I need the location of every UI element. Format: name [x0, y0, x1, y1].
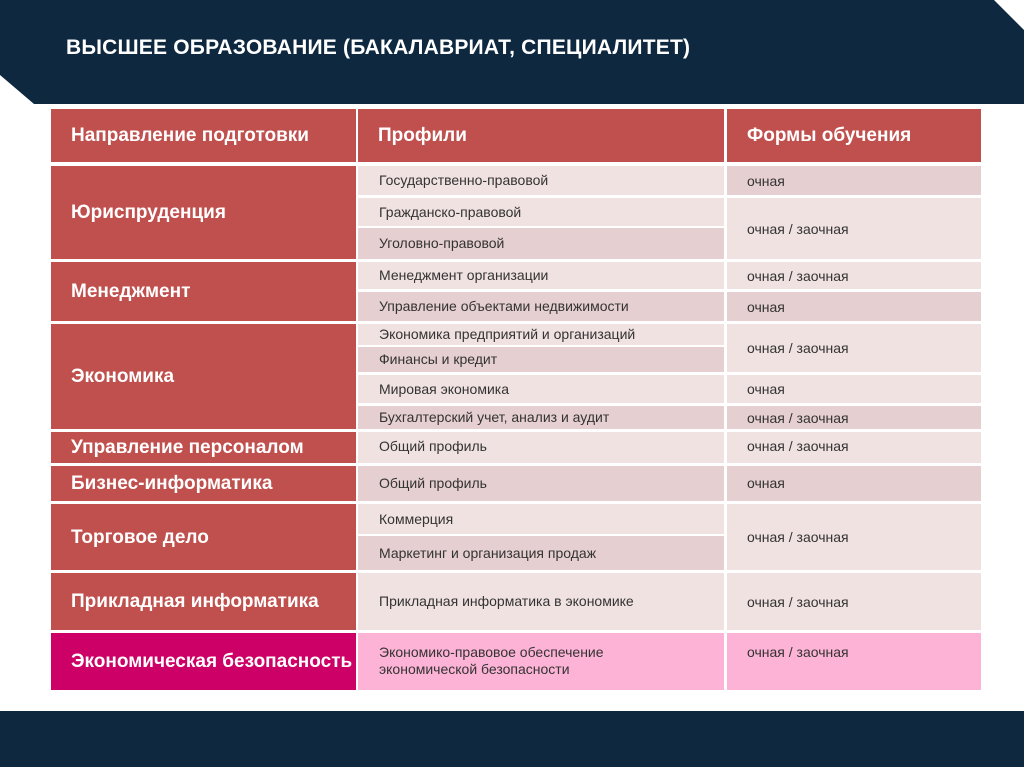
direction-cell: Экономика: [51, 324, 356, 429]
header-profiles: Профили: [358, 109, 724, 162]
profile-cell: Общий профиль: [358, 466, 724, 501]
form-cell: очная / заочная: [727, 262, 981, 289]
form-cell: очная: [727, 292, 981, 321]
form-cell: очная / заочная: [727, 198, 981, 259]
form-cell: очная / заочная: [727, 432, 981, 463]
direction-cell: Менеджмент: [51, 262, 356, 321]
header-forms: Формы обучения: [727, 109, 981, 162]
footer-bar: [0, 711, 1024, 767]
direction-cell: Экономическая безопасность: [51, 633, 356, 690]
direction-cell: Прикладная информатика: [51, 573, 356, 630]
profile-cell: Прикладная информатика в экономике: [358, 573, 724, 630]
profile-cell: Государственно-правовой: [358, 166, 724, 195]
profile-cell: Мировая экономика: [358, 375, 724, 403]
header-direction: Направление подготовки: [51, 109, 356, 162]
profile-cell: Управление объектами недвижимости: [358, 292, 724, 321]
form-cell: очная / заочная: [727, 406, 981, 429]
profile-cell: Коммерция: [358, 504, 724, 534]
direction-cell: Управление персоналом: [51, 432, 356, 463]
profile-cell: Гражданско-правовой: [358, 198, 724, 226]
direction-cell: Юриспруденция: [51, 166, 356, 259]
form-cell: очная: [727, 375, 981, 403]
profile-cell: Общий профиль: [358, 432, 724, 463]
form-cell: очная: [727, 466, 981, 501]
form-cell: очная / заочная: [727, 633, 981, 690]
form-cell: очная / заочная: [727, 573, 981, 630]
slide-title: ВЫСШЕЕ ОБРАЗОВАНИЕ (БАКАЛАВРИАТ, СПЕЦИАЛИТЕТ): [66, 36, 691, 59]
direction-cell: Бизнес-информатика: [51, 466, 356, 501]
profile-cell: Маркетинг и организация продаж: [358, 536, 724, 570]
form-cell: очная / заочная: [727, 504, 981, 570]
profile-cell: Экономика предприятий и организаций: [358, 324, 724, 345]
profile-cell: Уголовно-правовой: [358, 228, 724, 259]
profile-cell: Бухгалтерский учет, анализ и аудит: [358, 406, 724, 429]
direction-cell: Торговое дело: [51, 504, 356, 570]
profile-cell: Менеджмент организации: [358, 262, 724, 289]
form-cell: очная: [727, 166, 981, 195]
profile-cell: Финансы и кредит: [358, 347, 724, 372]
profile-cell: Экономико-правовое обеспечение экономической безопасности: [358, 633, 724, 690]
form-cell: очная / заочная: [727, 324, 981, 372]
